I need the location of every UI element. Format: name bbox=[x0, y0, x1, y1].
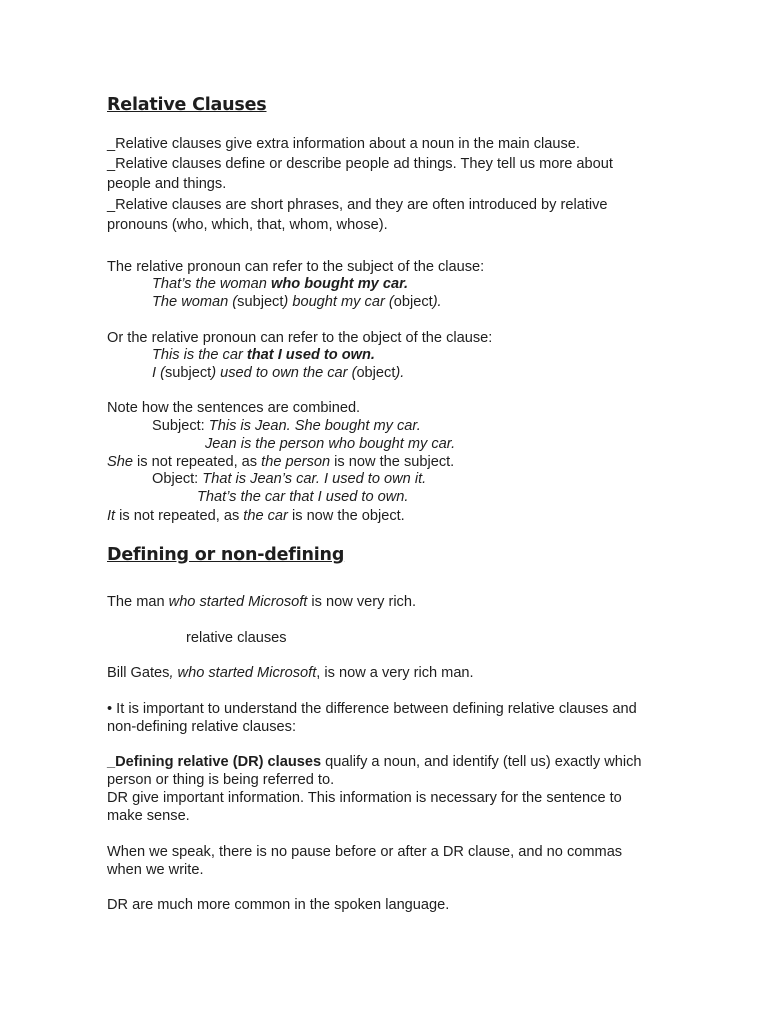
example-nondefining bbox=[107, 664, 474, 682]
intro-line-5: pronouns (who, which, that, whom, whose). bbox=[107, 217, 388, 233]
intro-line-3: people and things. bbox=[107, 176, 227, 192]
subject-combination-result: Jean is the person who bought my car. bbox=[205, 436, 456, 452]
pause-line-1: When we speak, there is no pause before or after a DR clause, and no commas bbox=[107, 844, 623, 860]
example-text: ). bbox=[432, 294, 442, 310]
object-lead: Or the relative pronoun can refer to the object of the clause: bbox=[107, 330, 493, 346]
section-title-defining: Defining or non-defining bbox=[107, 545, 345, 565]
dr-line-2: person or thing is being referred to. bbox=[107, 772, 335, 788]
role-label: subject bbox=[237, 294, 284, 310]
dr-line-4: make sense. bbox=[107, 808, 190, 824]
combination-label: Subject: bbox=[152, 418, 209, 434]
intro-line-4: _Relative clauses are short phrases, and they are often introduced by relative bbox=[107, 197, 608, 213]
example-text: The woman ( bbox=[152, 294, 238, 310]
intro-line-1: _Relative clauses give extra information about a noun in the main clause. bbox=[107, 136, 580, 152]
relative-clauses-label: relative clauses bbox=[186, 630, 287, 646]
page-title: Relative Clauses bbox=[107, 95, 267, 115]
example-text: That’s the woman bbox=[152, 276, 271, 292]
example-text: Bill Gates bbox=[107, 665, 170, 681]
role-label: subject bbox=[164, 365, 212, 381]
bullet-line-1: • It is important to understand the difference between defining relative clauses and bbox=[107, 701, 637, 717]
combination-text: This is Jean. She bought my car. bbox=[208, 418, 421, 434]
combined-lead: Note how the sentences are combined. bbox=[107, 400, 361, 416]
example-text: , is now a very rich man. bbox=[316, 665, 474, 681]
subject-lead: The relative pronoun can refer to the subject of the clause: bbox=[107, 259, 485, 275]
object-combination-result: That’s the car that I used to own. bbox=[197, 489, 409, 505]
role-label: object bbox=[393, 294, 433, 310]
object-example-2 bbox=[152, 364, 404, 382]
object-example-1 bbox=[152, 346, 375, 364]
dr-term: _Defining relative (DR) clauses bbox=[107, 754, 322, 770]
subject-example-1 bbox=[152, 275, 408, 293]
note-text: is not repeated, as bbox=[132, 454, 262, 470]
note-italic: It bbox=[107, 508, 116, 524]
intro-line-2: _Relative clauses define or describe people ad things. They tell us more about bbox=[107, 156, 613, 172]
note-text: is now the subject. bbox=[330, 454, 455, 470]
example-text: ) used to own the car ( bbox=[211, 365, 357, 381]
note-italic: the person bbox=[261, 454, 331, 470]
example-highlight: who bought my car. bbox=[270, 276, 409, 292]
example-text: ). bbox=[395, 365, 405, 381]
example-clause: , who started Microsoft bbox=[169, 665, 317, 681]
example-highlight: that I used to own. bbox=[246, 347, 375, 363]
note-text: is now the object. bbox=[287, 508, 405, 524]
example-clause: who started Microsoft bbox=[168, 594, 308, 610]
example-defining bbox=[107, 593, 416, 611]
object-note bbox=[107, 507, 405, 525]
example-text: I ( bbox=[152, 365, 165, 381]
subject-example-2 bbox=[152, 293, 442, 311]
common-line: DR are much more common in the spoken language. bbox=[107, 897, 450, 913]
example-text: is now very rich. bbox=[307, 594, 417, 610]
example-text: This is the car bbox=[152, 347, 247, 363]
subject-combination bbox=[152, 417, 421, 435]
note-italic: She bbox=[107, 454, 133, 470]
dr-definition: qualify a noun, and identify (tell us) exactly which bbox=[321, 754, 642, 770]
subject-note bbox=[107, 453, 454, 471]
note-italic: the car bbox=[243, 508, 288, 524]
role-label: object bbox=[356, 365, 396, 381]
dr-line-1 bbox=[107, 753, 642, 771]
pause-line-2: when we write. bbox=[107, 862, 204, 878]
example-text: The man bbox=[107, 594, 169, 610]
note-text: is not repeated, as bbox=[115, 508, 244, 524]
object-combination bbox=[152, 470, 426, 488]
combination-label: Object: bbox=[152, 471, 203, 487]
example-text: ) bought my car ( bbox=[283, 294, 394, 310]
combination-text: That is Jean’s car. I used to own it. bbox=[202, 471, 427, 487]
bullet-line-2: non-defining relative clauses: bbox=[107, 719, 297, 735]
dr-line-3: DR give important information. This information is necessary for the sentence to bbox=[107, 790, 622, 806]
